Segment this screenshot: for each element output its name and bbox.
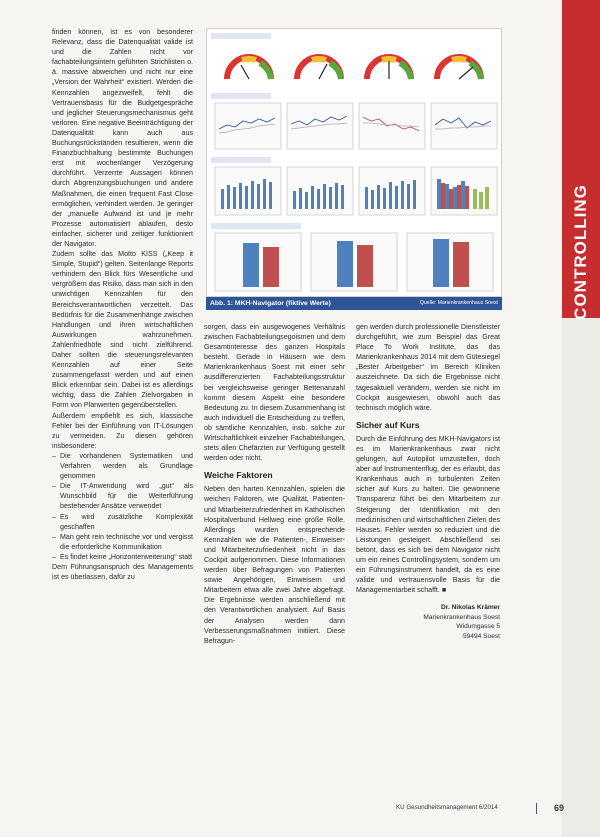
list-item: – Die vorhandenen Systematiken und Verfahren werden als Grundlage genommen [52,451,193,481]
author-org: Marienkrankenhaus Soest [423,613,500,621]
section-header-bar [211,33,271,39]
section-sidebar [562,0,600,837]
page-number: 69 [554,803,565,813]
gauge-icon [297,57,341,79]
section-header-bar [211,223,301,229]
caption-source: Quelle: Marienkrankenhaus Soest [419,300,498,306]
paragraph: finden können, ist es von besonderer Relevanz, dass die Datenqualität valide ist und die Zahlen nicht vor fachabteilungsintern geführten Strichlisten o. ä. massive abweichen und nicht nur eine „Version der Wahrheit“ existiert. Werden die Kennzahlen angezweifelt, fehlt die Vertrauensbasis für die Budgetgespräche und jeglicher Steuerungsmechanismus geht verloren. Eine negative Beeinträchtigung der Datenqualität kann auch aus Buchungsrückständen resultieren, wenn die Finanzbuchhaltung bestimmte Buchungen erst mit wochenlanger Verzögerung durchführt. Verzerrte Aussagen können durch Abgrenzungsbuchungen und andere Maßnahmen, die einen frequent Fast Close ermöglichen, verhindert werden. Je geringer der „manuelle Aufwand ist und je mehr Prozesse automatisiert ablaufen, desto einfacher, sicherer und zeitiger funktioniert der Navigator. [52,28,193,248]
paragraph: gen werden durch professionelle Dienstleister durchgeführt, wie zum Beispiel das Great Place To Work Institute, das das Marienkrankenhaus 2014 mit dem Gütesiegel „Bester Arbeitgeber“ im Bereich Kliniken auszeichnete. Da sich die Ergebnisse nicht tagesaktuell verändern, werden sie nicht im Cockpit ausgewiesen, obwohl auch das technisch möglich wäre. [356,323,500,412]
text-column-2 [204,322,345,646]
gauge-icon [227,57,271,79]
publication-name: KU Gesundheitsmanagement 6/2014 [396,804,498,811]
gauge-icon [437,57,481,79]
author-name: Dr. Nikolas Krämer [440,604,500,612]
paragraph: sorgen, dass ein ausgewogenes Verhältnis zwischen Fachabteilungsegoismen und dem Gesamtinteresse des ganzen Hospitals besteht. Gerade in Häusern wie dem Marienkrankenhaus Soest mit einer sehr ausdifferenzierten Fachabteilungsstruktur bei vergleichsweise geringer Bettenanzahl kommt diesem Aspekt eine besondere Bedeutung zu. In diesem Zusammenhang ist auch individuell die Entscheidung zu treffen, ob sämtliche Kennzahlen, insb. solche zur Wirtschaftlichkeit einzelner Fachabteilungen, stets allen Chefärzten zur Verfügung gestellt werden oder nicht. [204,323,345,463]
caption-text: Abb. 1: MKH-Navigator (fiktive Werte) [210,300,331,307]
paragraph: Zudem sollte das Motto KISS („Keep it Simple, Stupid“) gelten. Seitenlange Reports verhindern den Blick fürs Wesentliche und vergrößern das Risiko, dass man sich in den unwichtigen Kennzahlen für den Bereichsverantwortlichen verzettelt. Das Bedürfnis für die Zusammenhänge zwischen Handlungen und ihren wirtschaftlichen Auswirkungen wahrzunehmen. Zahlenfriedhöfe sind nicht zielführend. Daher sollten die steuerungsrelevanten Kennzahlen auf einer Seite zusammengefasst werden und auf einen Blick erkennbar sein. Dabei ist es allerdings wichtig, dass die Zahlen Zielvorgaben in Form von Planwerten gegenüberstellen. [52,250,193,410]
author-street: Widumgasse 5 [456,623,500,631]
gauge-icon [367,57,411,79]
bar-chart-row [215,167,497,215]
comparison-chart-row [215,233,493,291]
footer-divider [536,803,537,814]
author-signature [356,603,500,641]
list-item: – Man geht rein technische vor und vergisst die erforderliche Kommunikation [52,532,193,552]
navigator-figure [206,28,502,297]
section-header-bar [211,157,271,163]
section-header-bar [211,93,271,99]
author-city: 59494 Soest [462,632,500,640]
paragraph: Außerdem empfiehlt es sich, klassische Fehler bei der Einführung von IT-Lösungen zu vermeiden. Zu diesen gehören insbesondere: [52,411,193,450]
list-item: – Es findet keine „Horizonterweiterung“ statt [52,552,193,562]
text-column-3 [356,322,500,641]
line-chart-row [215,103,497,149]
paragraph: Dem Führungsanspruch des Managements ist es überlassen, dafür zu [52,562,193,582]
bullet-list [52,451,193,562]
section-heading: Weiche Faktoren [204,470,273,481]
paragraph: Neben den harten Kennzahlen, spielen die weichen Faktoren, wie Qualität, Patienten- und Mitarbeiterzufriedenheit im Katholischen Hospitalverbund Hellweg eine große Rolle. Allerdings wurden entsprechende Kennzahlen wie die Patienten-, Einweiser- und Mitarbeiterzufriedenheit nicht in das Cockpit aufgenommen. Diese Informationen werden über Befragungen von Patienten sowie Angehörigen, Einweisern und Mitarbeitern etwa alle zwei Jahre abgefragt. Die Ergebnisse werden anschließend mit den Verantwortlichen analysiert. Auf Basis der Analysen werden dann Verbesserungsmaßnahmen initiiert. Diese Befragun- [204,485,345,645]
figure-caption [206,297,502,310]
section-label [566,184,596,320]
list-item: – Die IT-Anwendung wird „gut“ als Wunschbild für die Weiterführung bestehender Ansätze verwendet [52,481,193,511]
text-column-1 [52,27,193,582]
paragraph: Durch die Einführung des MKH-Navigators ist es im Marienkrankenhaus zwar nicht gelungen, auf Autopilot umzustellen, doch aber auf Instrumentenflug, der es erlaubt, das Krankenhaus auch in turbulenten Zeiten sicher auf Kurs zu halten. Die gewonnene Transparenz führt bei den Mitarbeitern zur Steigerung der Identifikation mit den medizinischen und wirtschaftlichen Zielen des Hauses. Fehler werden so reduziert und die Leistungen gesteigert. Abschließend sei betont, dass es sich bei dem Navigator nicht um ein reines Controllingsystem, sondern um ein Führungsinstrument handelt, da es eine valide und vertrauensvolle Basis für die Managementarbeit schafft. ■ [356,434,500,595]
gauge-row [227,57,481,79]
section-label-text: CONTROLLING [571,184,590,320]
list-item: – Es wird zusätzliche Komplexität geschaffen [52,512,193,532]
page-footer [396,803,568,815]
dashboard-illustration [207,29,503,298]
section-heading: Sicher auf Kurs [356,419,420,430]
